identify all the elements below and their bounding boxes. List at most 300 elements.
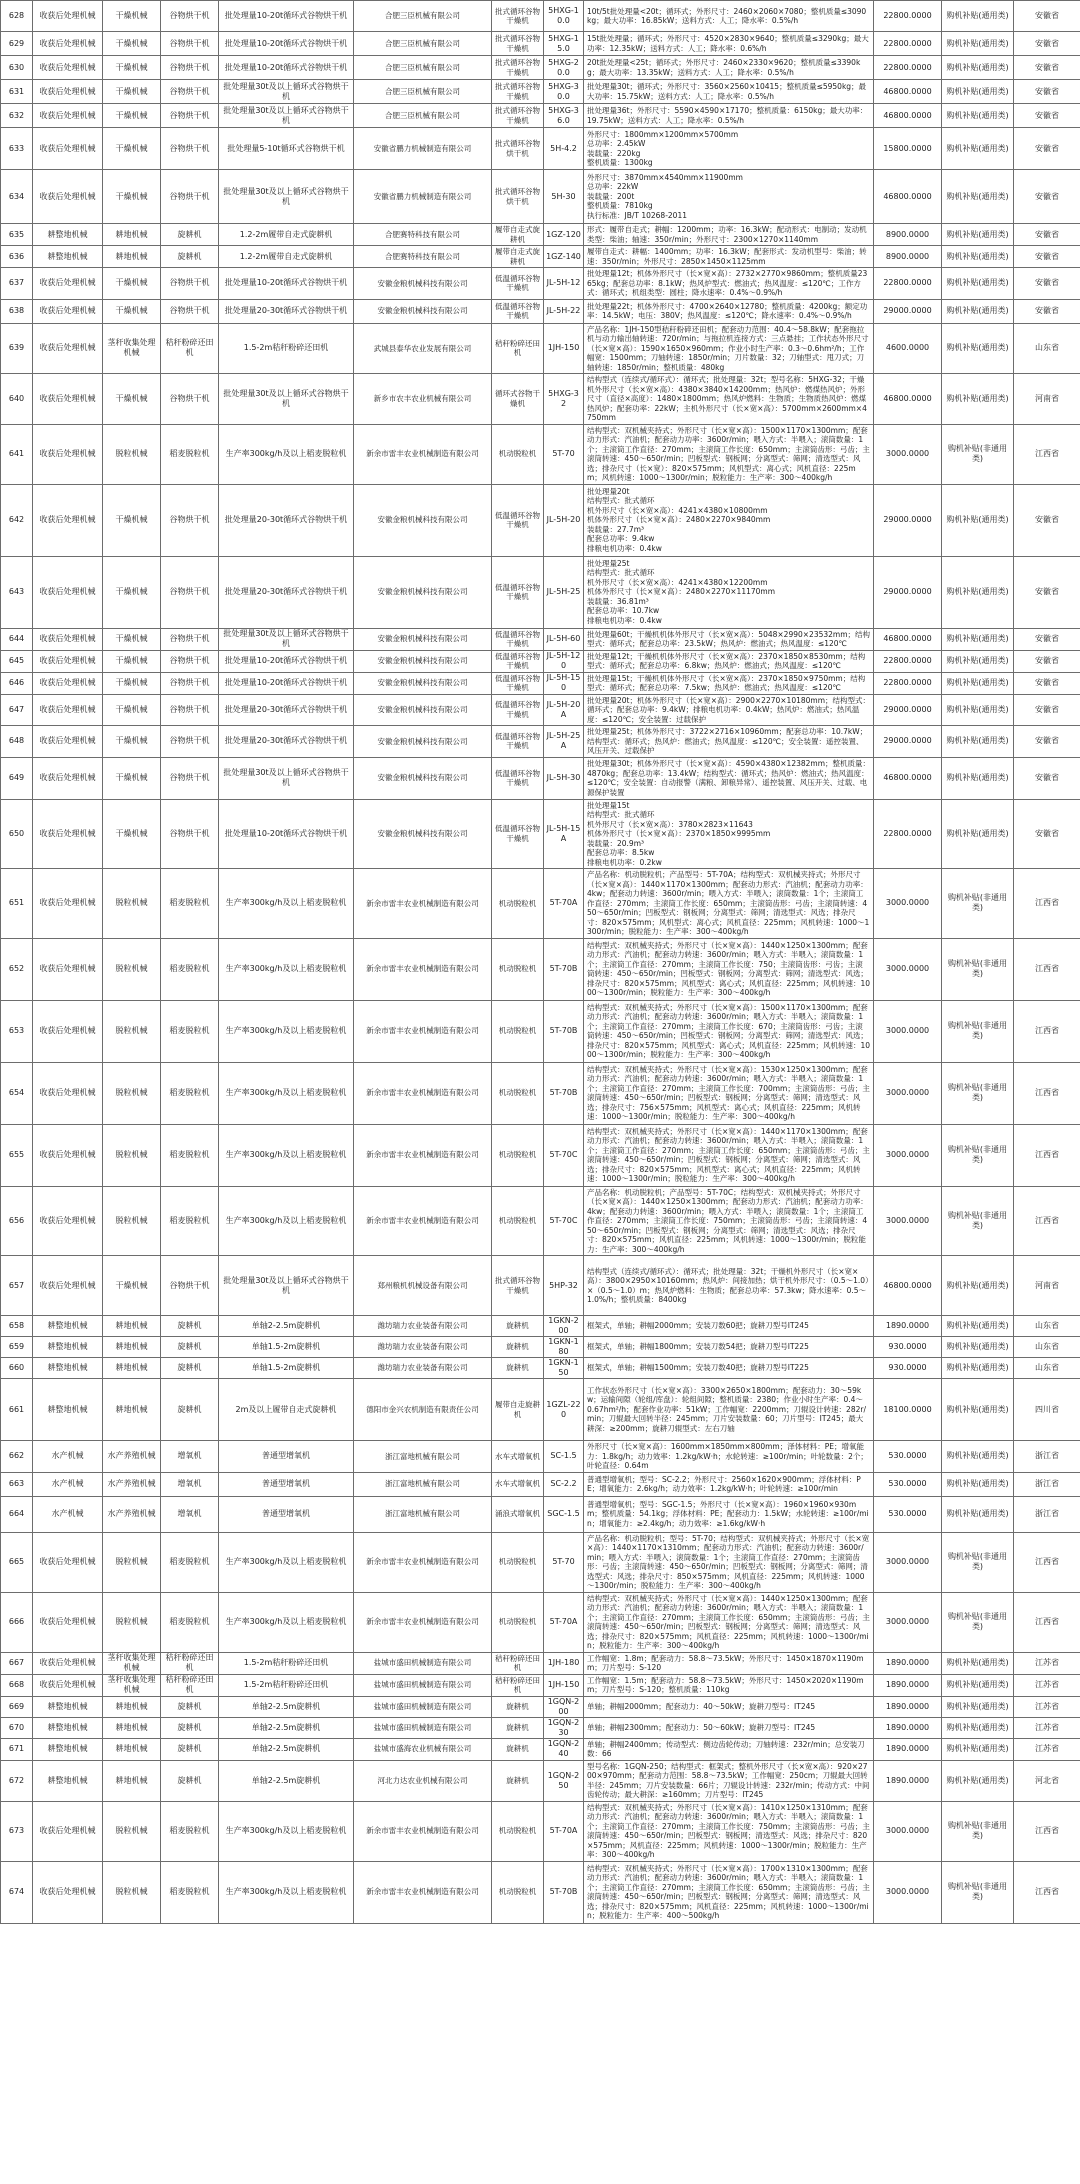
category-level-2-cell: 脱粒机械 [103,424,161,484]
province-cell: 安徽省 [1014,299,1080,323]
grade-description-cell: 批处理量30t及以上循环式谷物烘干机 [219,1256,354,1316]
category-level-2-cell: 干燥机械 [103,757,161,799]
product-name-cell: 机动脱粒机 [492,1000,544,1062]
row-number-cell: 657 [1,1256,33,1316]
row-number-cell: 649 [1,757,33,799]
category-level-1-cell: 耕整地机械 [33,246,103,268]
grade-description-cell: 生产率300kg/h及以上稻麦脱粒机 [219,1861,354,1923]
subsidy-amount-cell: 1890.0000 [874,1652,942,1674]
subsidy-amount-cell: 8900.0000 [874,224,942,246]
model-number-cell: 1JH-150 [544,1674,584,1696]
subsidy-attribute-cell: 购机补贴(通用类) [942,726,1014,758]
parameters-cell: 外形尺寸（长×宽×高）：1600mm×1850mm×800mm；泽体材料：PE；增氧能力：1.8kg/h；动力效率：1.2kg/kW·h；水轮转速：≥100r/min；叶轮数量：2个；叶轮直径：0.64m [584,1441,874,1473]
product-name-cell: 批式循环谷物干燥机 [492,1256,544,1316]
row-number-cell: 640 [1,374,33,425]
category-level-3-cell: 旋耕机 [161,1738,219,1760]
category-level-1-cell: 水产机械 [33,1472,103,1496]
category-level-3-cell: 旋耕机 [161,1358,219,1379]
category-level-1-cell: 收获后处理机械 [33,799,103,869]
parameters-cell: 结构型式：双机械夹持式；外形尺寸（长×宽×高）：1440×1170×1300mm；配套动力形式：汽油机；配套动力转速：3600r/min；喂入方式：半喂入；滚筒数量：1个；主滚筒工作直径：270mm；主滚筒工作长度：650mm；主滚筒齿形：弓齿；主滚筒转速：450～650r/min；凹板型式：钢板网；分离型式：筛网；清选型式：风选；排杂尺寸：820×575mm；风机型式：离心式；风机直径：225mm；风机转速：1000～1300r/min；脱粒能力：生产率：300～400kg/h [584,1124,874,1186]
manufacturer-cell: 新余市雷丰农业机械制造有限公司 [354,1592,492,1652]
grade-description-cell: 批处理量30t及以上循环式谷物烘干机 [219,374,354,425]
model-number-cell: 1GQN-250 [544,1760,584,1801]
category-level-3-cell: 谷物烘干机 [161,628,219,650]
category-level-2-cell: 干燥机械 [103,650,161,672]
subsidy-amount-cell: 29000.0000 [874,556,942,628]
table-row [1,1256,1080,1316]
category-level-1-cell: 收获后处理机械 [33,170,103,224]
category-level-3-cell: 谷物烘干机 [161,484,219,556]
row-number-cell: 668 [1,1674,33,1696]
province-cell: 安徽省 [1014,104,1080,128]
parameters-cell: 批处理量30t；机体外形尺寸（长×宽×高）：4590×4380×12382mm；整机质量：4870kg；配套总功率：13.4kW；结构型式：循环式；热风炉：燃油式；热风温度：≤120℃；安全装置：自动报警（满粮、卸粮异常）、遥控装置、风压开关、过载、电源保护装置 [584,757,874,799]
parameters-cell: 履带自走式：耕幅：1400mm；功率：16.3kW；配套形式：发动机型号：柴油；转速：350r/min；外形尺寸：2850×1450×1125mm [584,246,874,268]
category-level-1-cell: 收获后处理机械 [33,1674,103,1696]
row-number-cell: 648 [1,726,33,758]
row-number-cell: 659 [1,1337,33,1358]
category-level-1-cell: 水产机械 [33,1496,103,1532]
table-row [1,628,1080,650]
model-number-cell: 1GKN-180 [544,1337,584,1358]
grade-description-cell: 批处理量10-20t循环式谷物烘干机 [219,799,354,869]
manufacturer-cell: 安徽金粮机械科技有限公司 [354,650,492,672]
subsidy-attribute-cell: 购机补贴(通用类) [942,1496,1014,1532]
model-number-cell: 1GKN-200 [544,1316,584,1337]
product-name-cell: 批式循环谷物烘干机 [492,128,544,170]
grade-description-cell: 批处理量10-20t循环式谷物烘干机 [219,56,354,80]
table-row [1,1717,1080,1738]
table-row [1,1592,1080,1652]
category-level-3-cell: 旋耕机 [161,1717,219,1738]
category-level-1-cell: 耕整地机械 [33,1379,103,1441]
table-row [1,128,1080,170]
parameters-cell: 批处理量20t 结构型式：批式循环 机外形尺寸（长×宽×高）：4241×4380×10800mm 机体外形尺寸（长×宽×高）：2480×2270×9840mm 装载量：27.7m³ 配套总功率：9.4kw 排粮电机功率：0.4kw [584,484,874,556]
table-row [1,938,1080,1000]
subsidy-attribute-cell: 购机补贴(通用类) [942,104,1014,128]
manufacturer-cell: 新余市雷丰农业机械制造有限公司 [354,1801,492,1861]
subsidy-amount-cell: 22800.0000 [874,32,942,56]
row-number-cell: 663 [1,1472,33,1496]
parameters-cell: 工作幅宽：1.8m；配套动力：58.8～73.5kW；外形尺寸：1450×1870×1190mm；刀片型号：S-120 [584,1652,874,1674]
province-cell: 河南省 [1014,374,1080,425]
model-number-cell: SC-1.5 [544,1441,584,1473]
product-name-cell: 机动脱粒机 [492,1062,544,1124]
model-number-cell: 5T-70C [544,1186,584,1256]
category-level-3-cell: 稻麦脱粒机 [161,1592,219,1652]
table-row [1,1674,1080,1696]
subsidy-attribute-cell: 购机补贴(通用类) [942,556,1014,628]
model-number-cell: 1GKN-150 [544,1358,584,1379]
parameters-cell: 工作幅宽：1.5m；配套动力：58.8～73.5kW；外形尺寸：1450×2020×1190mm；刀片型号：S-120；整机质量：110kg [584,1674,874,1696]
subsidy-amount-cell: 530.0000 [874,1441,942,1473]
manufacturer-cell: 新余市雷丰农业机械制造有限公司 [354,938,492,1000]
subsidy-attribute-cell: 购机补贴(通用类) [942,672,1014,694]
subsidy-attribute-cell: 购机补贴(通用类) [942,1441,1014,1473]
table-row [1,1124,1080,1186]
model-number-cell: 5T-70B [544,1000,584,1062]
subsidy-attribute-cell: 购机补贴(非通用类) [942,424,1014,484]
category-level-3-cell: 谷物烘干机 [161,556,219,628]
category-level-1-cell: 收获后处理机械 [33,424,103,484]
row-number-cell: 630 [1,56,33,80]
grade-description-cell: 生产率300kg/h及以上稻麦脱粒机 [219,938,354,1000]
row-number-cell: 672 [1,1760,33,1801]
manufacturer-cell: 安徽金粮机械科技有限公司 [354,757,492,799]
product-name-cell: 低温循环谷物干燥机 [492,694,544,726]
province-cell: 河北省 [1014,1760,1080,1801]
category-level-2-cell: 耕地机械 [103,246,161,268]
subsidy-attribute-cell: 购机补贴(非通用类) [942,1062,1014,1124]
parameters-cell: 批处理量12t；机体外形尺寸（长×宽×高）：2732×2770×9860mm；整机质量2365kg；配套总功率：8.1kW；热风炉型式：燃油式；热风温度：≤120℃；工作方式：循环式；机组类型：圆柱；降水速率：0.4%～0.9%/h [584,268,874,300]
table-row [1,556,1080,628]
province-cell: 江西省 [1014,1062,1080,1124]
subsidy-attribute-cell: 购机补贴(通用类) [942,1674,1014,1696]
category-level-3-cell: 秸秆粉碎还田机 [161,1674,219,1696]
category-level-3-cell: 稻麦脱粒机 [161,424,219,484]
subsidy-attribute-cell: 购机补贴(通用类) [942,1256,1014,1316]
manufacturer-cell: 盐城市盛田机械制造有限公司 [354,1674,492,1696]
province-cell: 安徽省 [1014,650,1080,672]
grade-description-cell: 1.5-2m秸秆粉碎还田机 [219,1674,354,1696]
subsidy-attribute-cell: 购机补贴(非通用类) [942,869,1014,939]
grade-description-cell: 批处理量20-30t循环式谷物烘干机 [219,484,354,556]
model-number-cell: JL-5H-20 [544,484,584,556]
province-cell: 安徽省 [1014,556,1080,628]
province-cell: 安徽省 [1014,799,1080,869]
grade-description-cell: 单轴2-2.5m旋耕机 [219,1316,354,1337]
grade-description-cell: 普通型增氧机 [219,1441,354,1473]
subsidy-attribute-cell: 购机补贴(非通用类) [942,938,1014,1000]
manufacturer-cell: 武城县泰华农业发展有限公司 [354,323,492,374]
category-level-2-cell: 干燥机械 [103,80,161,104]
category-level-2-cell: 脱粒机械 [103,1062,161,1124]
subsidy-amount-cell: 1890.0000 [874,1674,942,1696]
category-level-3-cell: 谷物烘干机 [161,56,219,80]
category-level-3-cell: 谷物烘干机 [161,104,219,128]
product-name-cell: 水车式增氧机 [492,1472,544,1496]
province-cell: 浙江省 [1014,1472,1080,1496]
grade-description-cell: 单轴1.5-2m旋耕机 [219,1337,354,1358]
subsidy-amount-cell: 530.0000 [874,1496,942,1532]
manufacturer-cell: 郑州粮机机械设备有限公司 [354,1256,492,1316]
category-level-3-cell: 稻麦脱粒机 [161,1000,219,1062]
category-level-1-cell: 耕整地机械 [33,1760,103,1801]
category-level-2-cell: 水产养殖机械 [103,1496,161,1532]
model-number-cell: 5HXG-30.0 [544,80,584,104]
category-level-1-cell: 收获后处理机械 [33,128,103,170]
product-name-cell: 批式循环谷物干燥机 [492,1,544,32]
subsidy-amount-cell: 3000.0000 [874,1124,942,1186]
category-level-1-cell: 收获后处理机械 [33,1652,103,1674]
subsidy-amount-cell: 3000.0000 [874,1532,942,1592]
province-cell: 江西省 [1014,1801,1080,1861]
product-name-cell: 低温循环谷物干燥机 [492,726,544,758]
row-number-cell: 674 [1,1861,33,1923]
subsidy-attribute-cell: 购机补贴(通用类) [942,374,1014,425]
grade-description-cell: 1.5-2m秸秆粉碎还田机 [219,323,354,374]
grade-description-cell: 2m及以上履带自走式旋耕机 [219,1379,354,1441]
province-cell: 江西省 [1014,869,1080,939]
manufacturer-cell: 合肥三臣机械有限公司 [354,80,492,104]
grade-description-cell: 批处理量30t及以上循环式谷物烘干机 [219,757,354,799]
model-number-cell: 1JH-180 [544,1652,584,1674]
manufacturer-cell: 浙江富地机械有限公司 [354,1472,492,1496]
category-level-2-cell: 干燥机械 [103,1,161,32]
category-level-2-cell: 脱粒机械 [103,869,161,939]
subsidy-amount-cell: 46800.0000 [874,170,942,224]
province-cell: 江苏省 [1014,1674,1080,1696]
subsidy-attribute-cell: 购机补贴(通用类) [942,1717,1014,1738]
manufacturer-cell: 盐城市盛田机械制造有限公司 [354,1652,492,1674]
grade-description-cell: 批处理量30t及以上循环式谷物烘干机 [219,104,354,128]
table-row [1,1000,1080,1062]
row-number-cell: 670 [1,1717,33,1738]
table-row [1,757,1080,799]
subsidy-attribute-cell: 购机补贴(通用类) [942,1696,1014,1717]
category-level-3-cell: 谷物烘干机 [161,726,219,758]
product-name-cell: 低温循环谷物干燥机 [492,299,544,323]
category-level-2-cell: 干燥机械 [103,374,161,425]
grade-description-cell: 1.5-2m秸秆粉碎还田机 [219,1652,354,1674]
table-row [1,1,1080,32]
category-level-1-cell: 收获后处理机械 [33,1256,103,1316]
grade-description-cell: 生产率300kg/h及以上稻麦脱粒机 [219,1186,354,1256]
model-number-cell: 1GZ-120 [544,224,584,246]
manufacturer-cell: 盐城市盛田机械制造有限公司 [354,1696,492,1717]
manufacturer-cell: 安徽金粮机械科技有限公司 [354,268,492,300]
province-cell: 江苏省 [1014,1652,1080,1674]
manufacturer-cell: 新乡市农丰农业机械有限公司 [354,374,492,425]
model-number-cell: SC-2.2 [544,1472,584,1496]
model-number-cell: 5HP-32 [544,1256,584,1316]
parameters-cell: 结构型式：双机械夹持式；外形尺寸（长×宽×高）：1530×1250×1300mm；配套动力形式：汽油机；配套动力转速：3600r/min；喂入方式：半喂入；滚筒数量：1个；主滚筒工作直径：270mm；主滚筒工作长度：700mm；主滚筒齿形：弓齿；主滚筒转速：450～650r/min；凹板型式：钢板网；分离型式：筛网；清选型式：风选；排杂尺寸：756×575mm；风机型式：离心式；风机直径：225mm；风机转速：1000～1300r/min；脱粒能力：生产率：300～400kg/h [584,1062,874,1124]
category-level-1-cell: 收获后处理机械 [33,1124,103,1186]
category-level-3-cell: 稻麦脱粒机 [161,1861,219,1923]
category-level-1-cell: 收获后处理机械 [33,32,103,56]
category-level-3-cell: 旋耕机 [161,1696,219,1717]
province-cell: 江西省 [1014,1532,1080,1592]
subsidy-amount-cell: 530.0000 [874,1472,942,1496]
province-cell: 山东省 [1014,323,1080,374]
subsidy-amount-cell: 3000.0000 [874,1592,942,1652]
grade-description-cell: 批处理量20-30t循环式谷物烘干机 [219,726,354,758]
province-cell: 安徽省 [1014,268,1080,300]
grade-description-cell: 单轴2-2.5m旋耕机 [219,1696,354,1717]
subsidy-attribute-cell: 购机补贴(通用类) [942,80,1014,104]
grade-description-cell: 批处理量10-20t循环式谷物烘干机 [219,1,354,32]
grade-description-cell: 批处理量5-10t循环式谷物烘干机 [219,128,354,170]
category-level-1-cell: 收获后处理机械 [33,104,103,128]
manufacturer-cell: 新余市雷丰农业机械制造有限公司 [354,1000,492,1062]
parameters-cell: 形式：履带自走式；耕幅：1200mm；功率：16.3kW；配动形式：电制动；发动机类型：柴油；轴速：350r/min；外形尺寸：2300×1270×1140mm [584,224,874,246]
model-number-cell: JL-5H-15A [544,799,584,869]
row-number-cell: 653 [1,1000,33,1062]
category-level-2-cell: 干燥机械 [103,694,161,726]
grade-description-cell: 生产率300kg/h及以上稻麦脱粒机 [219,1062,354,1124]
parameters-cell: 外形尺寸：1800mm×1200mm×5700mm 总功率：2.45kW 装载量：220kg 整机质量：1300kg [584,128,874,170]
subsidy-amount-cell: 22800.0000 [874,650,942,672]
grade-description-cell: 批处理量10-20t循环式谷物烘干机 [219,268,354,300]
parameters-cell: 单轴；耕幅2400mm；传动型式：侧边齿轮传动；刀轴转速：232r/min；总安装刀数：66 [584,1738,874,1760]
subsidy-amount-cell: 46800.0000 [874,104,942,128]
category-level-2-cell: 干燥机械 [103,628,161,650]
model-number-cell: JL-5H-20A [544,694,584,726]
category-level-2-cell: 茎秆收集处理机械 [103,1652,161,1674]
row-number-cell: 646 [1,672,33,694]
grade-description-cell: 单轴1.5-2m旋耕机 [219,1358,354,1379]
category-level-2-cell: 干燥机械 [103,170,161,224]
grade-description-cell: 生产率300kg/h及以上稻麦脱粒机 [219,1124,354,1186]
product-name-cell: 低温循环谷物干燥机 [492,268,544,300]
model-number-cell: 5HXG-32 [544,374,584,425]
category-level-2-cell: 茎秆收集处理机械 [103,323,161,374]
model-number-cell: 5T-70B [544,938,584,1000]
manufacturer-cell: 合肥三臣机械有限公司 [354,32,492,56]
category-level-1-cell: 收获后处理机械 [33,1186,103,1256]
subsidy-amount-cell: 1890.0000 [874,1316,942,1337]
subsidy-amount-cell: 46800.0000 [874,628,942,650]
parameters-cell: 批处理量25t 结构型式：批式循环 机外形尺寸（长×宽×高）：4241×4380×12200mm 机体外形尺寸（长×宽×高）：2480×2270×11170mm 装载量：36.81m³ 配套总功率：10.7kw 排粮电机功率：0.4kw [584,556,874,628]
subsidy-amount-cell: 3000.0000 [874,938,942,1000]
row-number-cell: 645 [1,650,33,672]
province-cell: 安徽省 [1014,1,1080,32]
table-row [1,1472,1080,1496]
parameters-cell: 批处理量15t 结构型式：批式循环 机外形尺寸（长×宽×高）：3780×2823×11643 机体外形尺寸（长×宽×高）：2370×1850×9995mm 装载量：20.9m³ 配套总功率：8.5kw 排粮电机功率：0.2kw [584,799,874,869]
category-level-3-cell: 旋耕机 [161,246,219,268]
grade-description-cell: 单轴2-2.5m旋耕机 [219,1738,354,1760]
row-number-cell: 664 [1,1496,33,1532]
category-level-3-cell: 谷物烘干机 [161,374,219,425]
province-cell: 江苏省 [1014,1738,1080,1760]
subsidy-amount-cell: 3000.0000 [874,869,942,939]
manufacturer-cell: 安徽省鹏力机械制造有限公司 [354,170,492,224]
model-number-cell: JL-5H-25 [544,556,584,628]
grade-description-cell: 生产率300kg/h及以上稻麦脱粒机 [219,1532,354,1592]
manufacturer-cell: 新余市雷丰农业机械制造有限公司 [354,1062,492,1124]
manufacturer-cell: 新余市雷丰农业机械制造有限公司 [354,1532,492,1592]
province-cell: 安徽省 [1014,246,1080,268]
subsidy-amount-cell: 3000.0000 [874,1801,942,1861]
category-level-3-cell: 秸秆粉碎还田机 [161,323,219,374]
product-name-cell: 机动脱粒机 [492,1592,544,1652]
model-number-cell: 5HXG-10.0 [544,1,584,32]
manufacturer-cell: 安徽金粮机械科技有限公司 [354,694,492,726]
province-cell: 江西省 [1014,1124,1080,1186]
grade-description-cell: 生产率300kg/h及以上稻麦脱粒机 [219,424,354,484]
table-row [1,1696,1080,1717]
category-level-2-cell: 水产养殖机械 [103,1472,161,1496]
row-number-cell: 638 [1,299,33,323]
product-name-cell: 旋耕机 [492,1717,544,1738]
row-number-cell: 631 [1,80,33,104]
subsidy-amount-cell: 46800.0000 [874,1256,942,1316]
category-level-2-cell: 脱粒机械 [103,938,161,1000]
subsidy-amount-cell: 1890.0000 [874,1717,942,1738]
category-level-2-cell: 耕地机械 [103,1696,161,1717]
subsidy-amount-cell: 46800.0000 [874,757,942,799]
category-level-1-cell: 收获后处理机械 [33,628,103,650]
parameters-cell: 普通型增氧机；型号：SGC-1.5；外形尺寸（长×宽×高）：1960×1960×930mm；整机质量：54.1kg；浮体材料：PE；配套动力：1.5kW；水轮转速：≥100r/min；增氧能力：≥2.4kg/h；动力效率：≥1.6kg/kW·h [584,1496,874,1532]
parameters-cell: 结构型式：双机械夹持式；外形尺寸（长×宽×高）：1440×1250×1300mm；配套动力形式：汽油机；配套动力转速：3600r/min；喂入方式：半喂入；滚筒数量：1个；主滚筒工作直径：270mm；主滚筒工作长度：750；主滚筒齿形：弓齿；主滚筒转速：450～650r/min；凹板型式：钢板网；分离型式：筛网；清选型式：风选；排杂尺寸：820×575mm；风机型式：离心式；风机直径：225mm；风机转速：1000～1300r/min；脱粒能力：生产率：300～400kg/h [584,938,874,1000]
subsidy-amount-cell: 22800.0000 [874,56,942,80]
parameters-cell: 批处理量30t；循环式；外形尺寸：3560×2560×10415；整机质量≤5950kg；最大功率：15.75kW；送料方式：人工；降水率：0.5%/h [584,80,874,104]
product-name-cell: 涌浪式增氧机 [492,1496,544,1532]
category-level-3-cell: 谷物烘干机 [161,32,219,56]
row-number-cell: 652 [1,938,33,1000]
category-level-2-cell: 干燥机械 [103,672,161,694]
model-number-cell: 5T-70 [544,1532,584,1592]
product-name-cell: 履带自走式旋耕机 [492,246,544,268]
category-level-2-cell: 脱粒机械 [103,1186,161,1256]
grade-description-cell: 生产率300kg/h及以上稻麦脱粒机 [219,1801,354,1861]
subsidy-attribute-cell: 购机补贴(通用类) [942,484,1014,556]
manufacturer-cell: 新余市雷丰农业机械制造有限公司 [354,1861,492,1923]
subsidy-amount-cell: 18100.0000 [874,1379,942,1441]
subsidy-attribute-cell: 购机补贴(非通用类) [942,1801,1014,1861]
subsidy-attribute-cell: 购机补贴(通用类) [942,628,1014,650]
category-level-2-cell: 脱粒机械 [103,1861,161,1923]
model-number-cell: 5T-70A [544,869,584,939]
category-level-2-cell: 干燥机械 [103,299,161,323]
manufacturer-cell: 安徽金粮机械科技有限公司 [354,556,492,628]
model-number-cell: JL-5H-120 [544,650,584,672]
subsidy-amount-cell: 22800.0000 [874,799,942,869]
category-level-1-cell: 收获后处理机械 [33,299,103,323]
province-cell: 安徽省 [1014,224,1080,246]
table-row [1,1379,1080,1441]
table-row [1,1337,1080,1358]
grade-description-cell: 普通型增氧机 [219,1472,354,1496]
category-level-3-cell: 旋耕机 [161,224,219,246]
province-cell: 安徽省 [1014,80,1080,104]
province-cell: 安徽省 [1014,32,1080,56]
subsidy-attribute-cell: 购机补贴(通用类) [942,246,1014,268]
product-name-cell: 低温循环谷物干燥机 [492,484,544,556]
row-number-cell: 629 [1,32,33,56]
category-level-1-cell: 收获后处理机械 [33,757,103,799]
table-row [1,1186,1080,1256]
category-level-2-cell: 耕地机械 [103,1717,161,1738]
parameters-cell: 结构型式：双机械夹持式；外形尺寸（长×宽×高）：1410×1250×1310mm；配套动力形式：汽油机；配套动力转速：3600r/min；喂入方式：半喂入；滚筒数量：1个；主滚筒工作直径：270mm；主滚筒工作长度：750mm；主滚筒齿形：弓齿；主滚筒转速：450～650r/min；凹板型式：钢板网；清选型式：风选；排杂尺寸：820×575mm；风机直径：225mm；风机转速：1000～1300r/min；脱粒能力：生产率：300～400kg/h [584,1801,874,1861]
category-level-2-cell: 耕地机械 [103,1316,161,1337]
product-name-cell: 旋耕机 [492,1358,544,1379]
table-row [1,869,1080,939]
parameters-cell: 产品名称：1JH-150型秸秆粉碎还田机；配套动力范围：40.4～58.8kW；配套拖拉机与动力输出轴转速：720r/min；与拖拉机连接方式：三点悬挂；工作状态外形尺寸（长×宽×高）：1590×1650×960mm；作业小时生产率：0.3～0.6hm²/h；工作幅宽：1500mm；刀轴转速：1850r/min；刀片数量：32；刀轴型式：甩刀式；刀轴转速：1850r/min；整机质量：480kg [584,323,874,374]
category-level-1-cell: 收获后处理机械 [33,323,103,374]
category-level-1-cell: 收获后处理机械 [33,1062,103,1124]
model-number-cell: JL-5H-60 [544,628,584,650]
category-level-1-cell: 收获后处理机械 [33,1000,103,1062]
product-name-cell: 机动脱粒机 [492,424,544,484]
model-number-cell: 5T-70A [544,1592,584,1652]
subsidy-amount-cell: 22800.0000 [874,672,942,694]
subsidy-amount-cell: 930.0000 [874,1358,942,1379]
table-row [1,374,1080,425]
province-cell: 安徽省 [1014,726,1080,758]
product-name-cell: 机动脱粒机 [492,869,544,939]
category-level-1-cell: 收获后处理机械 [33,1801,103,1861]
subsidy-amount-cell: 22800.0000 [874,268,942,300]
category-level-2-cell: 耕地机械 [103,1760,161,1801]
product-name-cell: 批式循环谷物干燥机 [492,32,544,56]
row-number-cell: 647 [1,694,33,726]
manufacturer-cell: 新余市雷丰农业机械制造有限公司 [354,424,492,484]
category-level-1-cell: 收获后处理机械 [33,1,103,32]
table-row [1,694,1080,726]
subsidy-attribute-cell: 购机补贴(通用类) [942,1652,1014,1674]
category-level-3-cell: 谷物烘干机 [161,128,219,170]
model-number-cell: 5T-70A [544,1801,584,1861]
